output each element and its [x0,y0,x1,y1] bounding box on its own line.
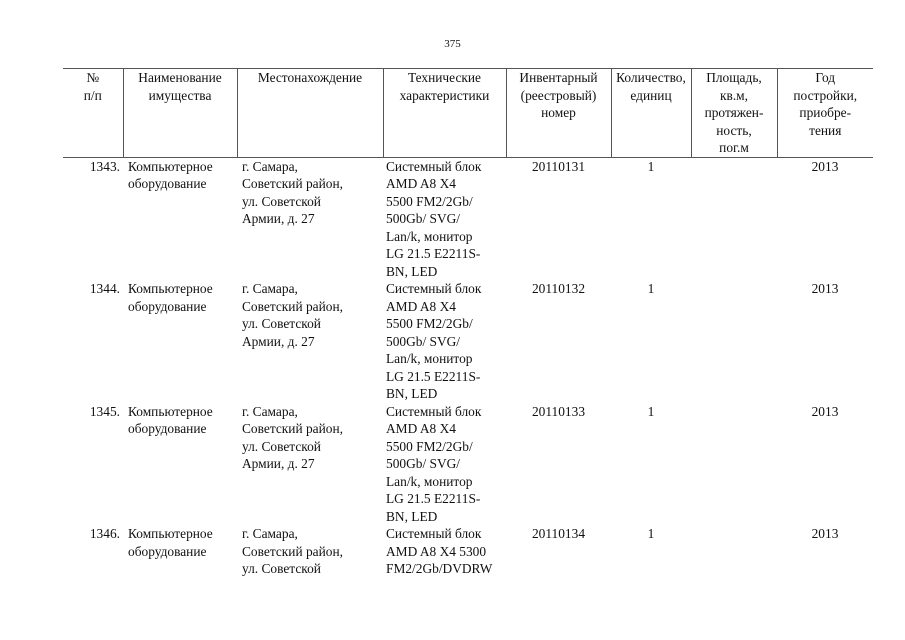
header-year: Год постройки, приобре- тения [777,69,873,158]
cell-area-length [691,525,777,578]
cell-location: г. Самара, Советский район, ул. Советской Армии, д. 27 [242,158,343,226]
header-location: Местонахождение [237,69,383,158]
header-technical-specs: Технические характеристики [383,69,506,158]
cell-location: г. Самара, Советский район, ул. Советской [242,526,343,576]
cell-quantity: 1 [647,158,655,174]
page-number: 375 [444,38,461,50]
cell-number: 1344. [89,281,120,296]
cell-technical-specs: Системный блок AMD A8 X4 5300 FM2/2Gb/DVDRW [386,526,493,576]
cell-property-name: Компьютерное оборудование [128,281,213,314]
cell-technical-specs: Системный блок AMD A8 X4 5500 FM2/2Gb/ 500Gb/ SVG/ Lan/k, монитор LG 21.5 E2211S- BN, LED [386,281,482,401]
table-header-row [63,69,873,158]
cell-year: 2013 [811,526,839,541]
cell-quantity: 1 [647,526,655,541]
cell-area-length [691,403,777,526]
cell-inventory-number: 20110133 [531,403,586,419]
cell-inventory-number: 20110134 [531,526,586,541]
cell-number: 1343. [89,158,120,174]
cell-quantity: 1 [647,281,655,296]
cell-inventory-number: 20110132 [531,281,586,296]
cell-number: 1345. [89,403,120,419]
cell-property-name: Компьютерное оборудование [128,158,213,191]
table-row [63,280,873,403]
cell-property-name: Компьютерное оборудование [128,526,213,559]
cell-property-name: Компьютерное оборудование [128,403,213,436]
cell-year: 2013 [811,403,839,419]
header-quantity: Количество, единиц [611,69,691,158]
cell-number: 1346. [89,526,120,541]
header-area-length: Площадь, кв.м, протяжен- ность, пог.м [691,69,777,158]
table-row [63,525,873,578]
cell-location: г. Самара, Советский район, ул. Советской Армии, д. 27 [242,403,343,471]
cell-location: г. Самара, Советский район, ул. Советской Армии, д. 27 [242,281,343,349]
cell-area-length [691,157,777,280]
cell-area-length [691,280,777,403]
cell-year: 2013 [811,281,839,296]
cell-technical-specs: Системный блок AMD A8 X4 5500 FM2/2Gb/ 500Gb/ SVG/ Lan/k, монитор LG 21.5 E2211S- BN, LED [386,158,482,279]
header-number: № п/п [63,69,123,158]
header-property-name: Наименование имущества [123,69,237,158]
cell-year: 2013 [811,158,839,174]
table-row [63,157,873,280]
cell-quantity: 1 [647,403,655,419]
property-registry-table [63,68,873,578]
table-row [63,403,873,526]
cell-inventory-number: 20110131 [531,158,586,174]
cell-technical-specs: Системный блок AMD A8 X4 5500 FM2/2Gb/ 500Gb/ SVG/ Lan/k, монитор LG 21.5 E2211S- BN, LED [386,403,482,524]
header-inventory-number: Инвентарный (реестровый) номер [506,69,611,158]
